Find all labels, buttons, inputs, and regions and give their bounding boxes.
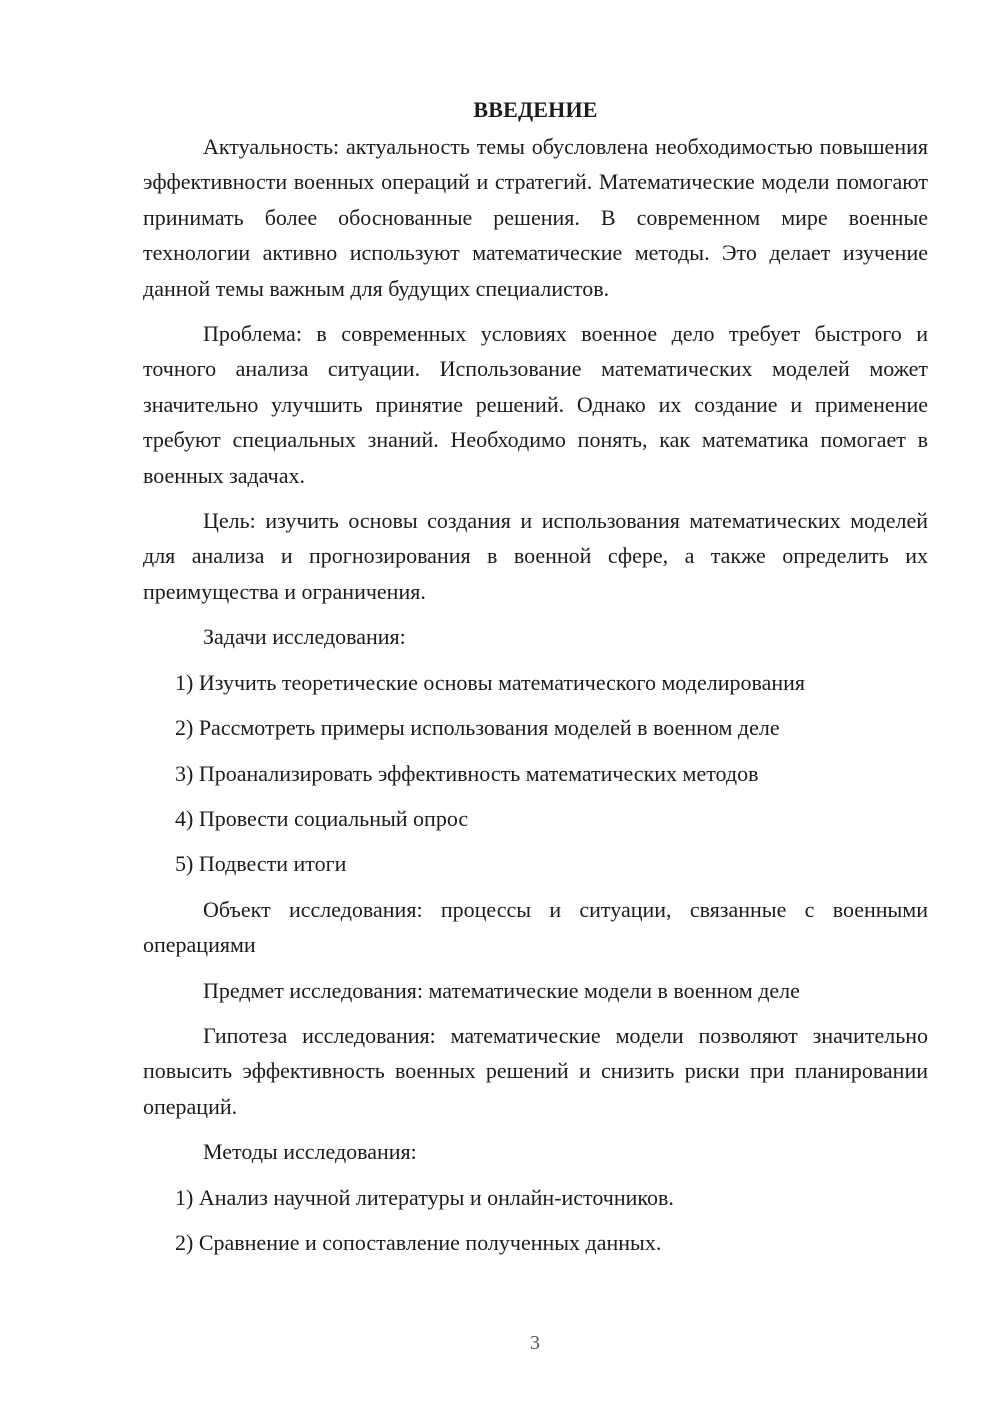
methods-list	[143, 1180, 928, 1261]
list-item: 1) Анализ научной литературы и онлайн-источников.	[175, 1184, 674, 1210]
problem-paragraph: Проблема: в современных условиях военное дело требует быстрого и точного анализа ситуации. Использование математических моделей может значительно улучшить принятие решений. Однако их создание и применение требуют специальных знаний. Необходимо понять, как математика помогает в военных задачах.	[143, 321, 928, 488]
list-item: 3) Проанализировать эффективность математических методов	[175, 760, 759, 786]
relevance-paragraph: Актуальность: актуальность темы обусловлена необходимостью повышения эффективности военных операций и стратегий. Математические модели помогают принимать более обоснованные решения. В современном мире военные технологии активно используют математические методы. Это делает изучение данной темы важным для будущих специалистов.	[143, 134, 928, 301]
list-item: 4) Провести социальный опрос	[175, 805, 469, 831]
list-item: 5) Подвести итоги	[175, 851, 347, 877]
hypothesis-paragraph: Гипотеза исследования: математические модели позволяют значительно повысить эффективность военных решений и снизить риски при планировании операций.	[143, 1022, 928, 1119]
list-item: 2) Рассмотреть примеры использования моделей в военном деле	[175, 715, 780, 741]
subject-paragraph: Предмет исследования: математические модели в военном деле	[203, 977, 800, 1003]
page-number: 3	[530, 1332, 540, 1354]
object-paragraph: Объект исследования: процессы и ситуации, связанные с военными операциями	[143, 896, 928, 958]
list-item: 2) Сравнение и сопоставление полученных данных.	[175, 1229, 662, 1255]
tasks-list	[143, 665, 928, 882]
tasks-heading: Задачи исследования:	[203, 624, 406, 650]
methods-heading: Методы исследования:	[203, 1139, 417, 1165]
document-page	[143, 92, 928, 1270]
list-item: 1) Изучить теоретические основы математического моделирования	[175, 669, 805, 695]
goal-paragraph: Цель: изучить основы создания и использования математических моделей для анализа и прогнозирования в военной сфере, а также определить их преимущества и ограничения.	[143, 508, 928, 604]
page-title: ВВЕДЕНИЕ	[473, 97, 598, 122]
